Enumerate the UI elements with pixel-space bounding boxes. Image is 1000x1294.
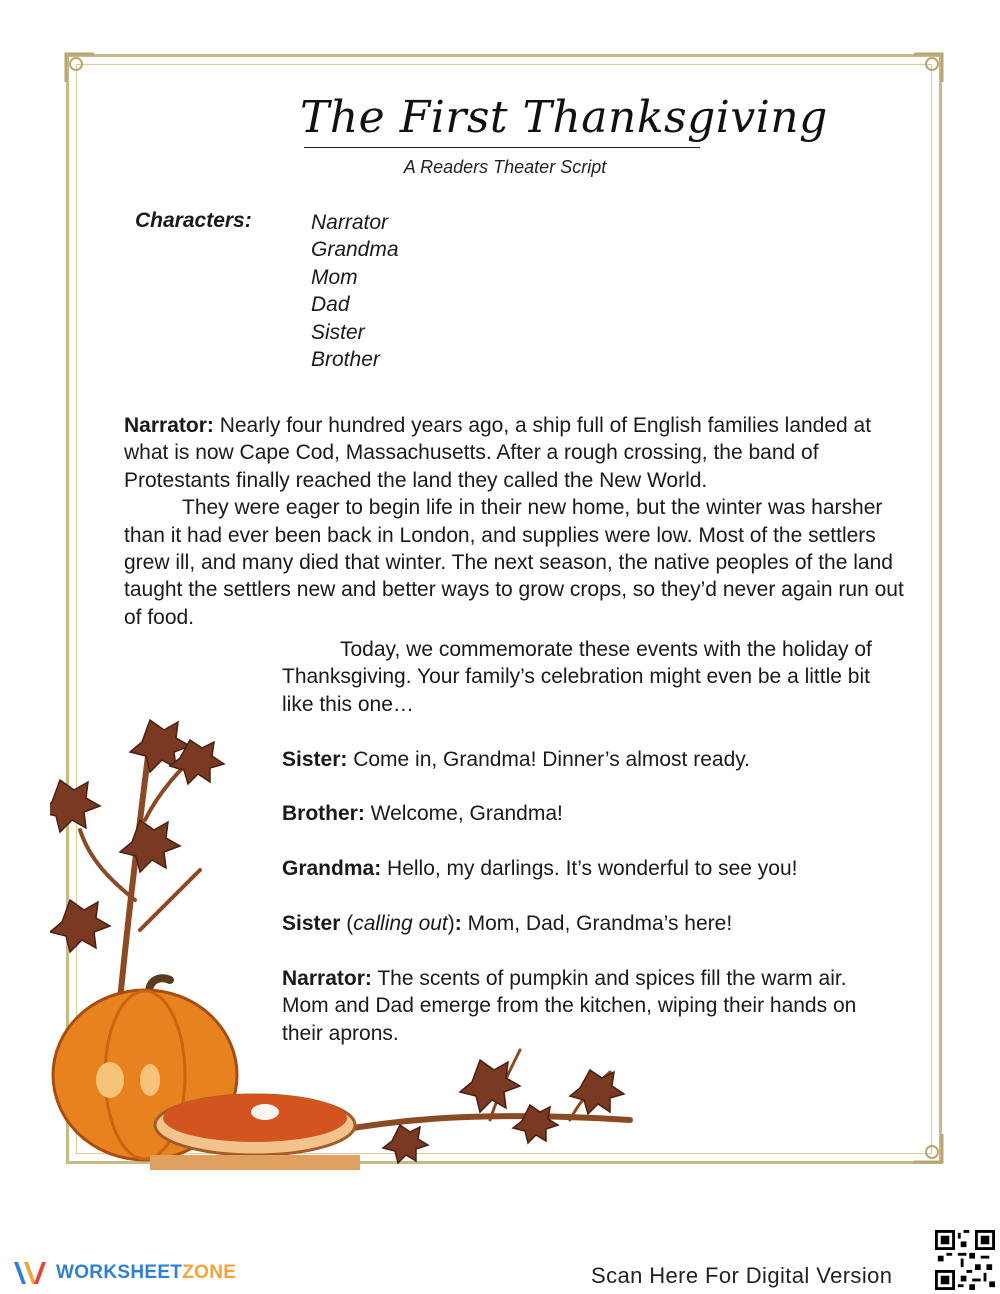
w-logo-icon: [12, 1258, 48, 1288]
character-item: Brother: [311, 347, 380, 371]
line-text: The scents of pumpkin and spices fill the warm air. Mom and Dad emerge from the kitchen, wiping their hands on their aprons.: [282, 966, 857, 1045]
intro-paragraph-3: Today, we commemorate these events with the holiday of Thanksgiving. Your family’s celebration might even be a little bit like this one…: [282, 638, 872, 716]
character-item: Sister: [311, 320, 365, 344]
page-subtitle: A Readers Theater Script: [403, 157, 607, 177]
speaker-name: Sister: [282, 912, 341, 935]
intro-paragraph-1: [124, 412, 904, 494]
character-item: Mom: [311, 265, 358, 289]
corner-ornament-icon: [910, 50, 946, 86]
speaker-name: Grandma:: [282, 857, 382, 881]
characters-label: Characters:: [135, 209, 252, 232]
line-text: Come in, Grandma! Dinner’s almost ready.: [347, 747, 751, 771]
stage-direction: calling out: [353, 912, 448, 935]
speaker-name: Narrator:: [124, 414, 214, 437]
title-underline: [304, 147, 700, 148]
character-item: Narrator: [311, 211, 389, 234]
worksheet-zone-logo[interactable]: [12, 1258, 236, 1288]
line-text: Welcome, Grandma!: [364, 802, 563, 826]
page-title: The First Thanksgiving: [300, 92, 828, 143]
line-text: Mom, Dad, Grandma’s here!: [461, 912, 733, 935]
logo-text: [56, 1262, 236, 1284]
character-item: Grandma: [311, 238, 399, 262]
character-item: Dad: [311, 293, 350, 317]
speaker-name: Narrator:: [282, 966, 372, 990]
pumpkin-pie-illustration: [50, 700, 670, 1180]
logo-word-main: WORKSHEET: [56, 1262, 183, 1283]
line-text: Nearly four hundred years ago, a ship full of English families landed at what is now Cape Cod, Massachusetts. After a rough crossing, the band of Protestants finally reached the land they called the New World.: [124, 414, 872, 492]
speaker-name: Brother:: [282, 802, 365, 826]
speaker-name: Sister:: [282, 747, 348, 771]
logo-word-accent: ZONE: [182, 1262, 237, 1283]
character-list: [311, 209, 399, 373]
intro-paragraph-2: They were eager to begin life in their new home, but the winter was harsher than it had ever been back in London, and supplies were low. Most of the settlers grew ill, and many died that winter. The next season, the native peoples of the land taught the settlers new and better ways to grow crops, so they’d never again run out of food.: [124, 496, 904, 629]
qr-code-icon[interactable]: [935, 1230, 995, 1290]
corner-ornament-icon: [910, 1130, 946, 1166]
script-line: Sister (calling out): Mom, Dad, Grandma’s here!: [282, 912, 733, 935]
narrator-intro: [124, 412, 904, 631]
corner-ornament-icon: [62, 50, 98, 86]
line-text: Hello, my darlings. It’s wonderful to see you!: [381, 857, 798, 881]
scan-caption: Scan Here For Digital Version: [591, 1263, 893, 1288]
